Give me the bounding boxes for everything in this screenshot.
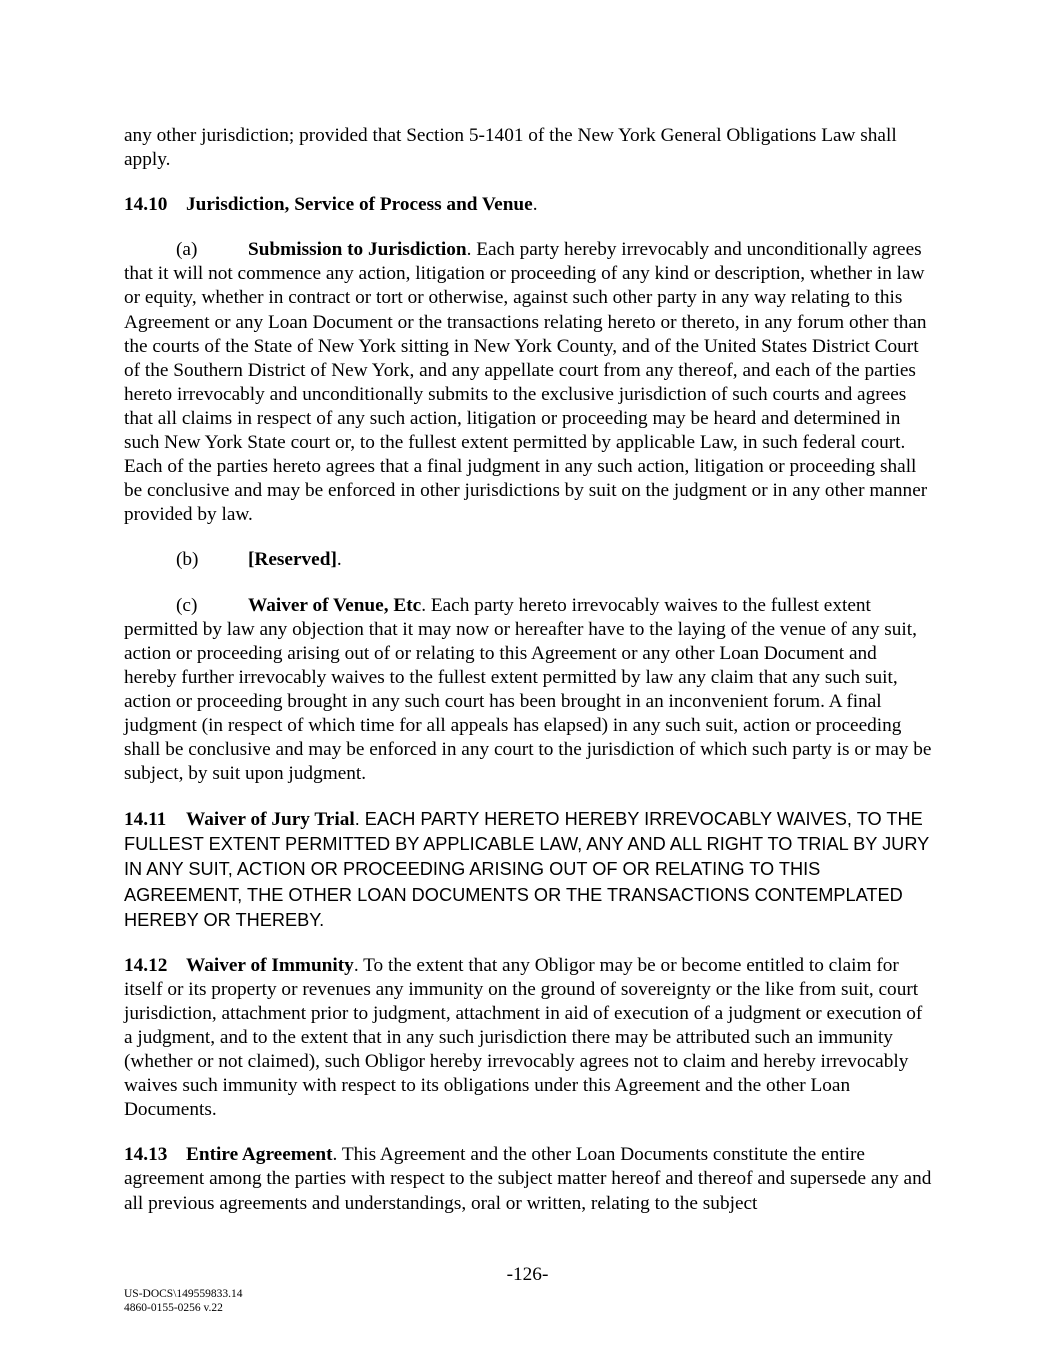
section-number: 14.10 — [124, 194, 168, 216]
section-14-10-heading: 14.10 Jurisdiction, Service of Process and Venue. — [124, 193, 932, 217]
section-number: 14.13 — [124, 1144, 168, 1166]
section-number: 14.12 — [124, 954, 168, 976]
subsection-text: . Each party hereto irrevocably waives to the fullest extent permitted by law any objection that it may now or hereafter have to the laying of the venue of any suit, action or proceeding arising out of or relating to this Agreement or any other Loan Document and hereby further irrevocably waives to the fullest extent permitted by law any claim that any such suit, action or proceeding brought in any such court has been brought in an inconvenient forum. A final judgment (in respect of which time for all appeals has elapsed) in any such suit, action or proceeding shall be conclusive and may be enforced in any court to the jurisdiction of which such party is or may be subject, by suit upon judgment. — [124, 594, 932, 785]
section-title: Waiver of Immunity — [186, 954, 354, 976]
subsection-label: (b) — [176, 549, 199, 571]
section-text: . EACH PARTY HERETO HEREBY IRREVOCABLY WAIVES, TO THE FULLEST EXTENT PERMITTED BY APPLICABLE LAW, ANY AND ALL RIGHT TO TRIAL BY JURY IN ANY SUIT, ACTION OR PROCEEDING ARISING OUT OF OR RELATING TO THIS AGREEMENT, THE OTHER LOAN DOCUMENTS OR THE TRANSACTIONS CONTEMPLATED HEREBY OR THEREBY. — [124, 809, 929, 930]
section-title: Entire Agreement — [186, 1144, 333, 1166]
document-body — [124, 124, 932, 1216]
section-title: Waiver of Jury Trial — [186, 809, 355, 831]
subsection-text: . — [336, 549, 342, 571]
subsection-text: . Each party hereby irrevocably and unconditionally agrees that it will not commence any action, litigation or proceeding of any kind or description, whether in law or equity, whether in contract or tort or otherwise, against such other party in any way relating to this Agreement or any Loan Document or the transactions relating hereto or thereto, in any forum other than the courts of the State of New York sitting in New York County, and of the United States District Court of the Southern District of New York, and any appellate court from any thereof, and each of the parties hereto irrevocably and unconditionally submits to the exclusive jurisdiction of such courts and agrees that all claims in respect of any such action, litigation or proceeding may be heard and determined in such New York State court or, to the fullest extent permitted by applicable Law, in such federal court. Each of the parties hereto agrees that a final judgment in any such action, litigation or proceeding shall be conclusive and may be enforced in other jurisdictions by suit on the judgment or in any other manner provided by law. — [124, 239, 928, 526]
section-title: Jurisdiction, Service of Process and Venue — [186, 194, 533, 216]
subsection-c — [124, 594, 932, 787]
subsection-b — [124, 548, 932, 572]
section-number: 14.11 — [124, 809, 167, 831]
subsection-label: (a) — [176, 239, 198, 261]
page-number: -126- — [506, 1264, 549, 1285]
subsection-label: (c) — [176, 594, 198, 616]
subsection-title: Waiver of Venue, Etc — [248, 594, 422, 616]
section-14-11 — [124, 807, 932, 932]
section-14-12 — [124, 954, 932, 1123]
continuation-paragraph: any other jurisdiction; provided that Section 5-1401 of the New York General Obligations Law shall apply. — [124, 125, 897, 171]
subsection-a — [124, 238, 932, 527]
section-14-13 — [124, 1143, 932, 1215]
section-text: . This Agreement and the other Loan Documents constitute the entire agreement among the parties with respect to the subject matter hereof and thereof and supersede any and all previous agreements and understandings, oral or written, relating to the subject — [124, 1144, 932, 1214]
footer-doc-id: US-DOCS\149559833.14 — [124, 1288, 243, 1300]
subsection-title: Submission to Jurisdiction — [248, 239, 467, 261]
footer — [124, 1287, 243, 1315]
subsection-title: [Reserved] — [248, 549, 337, 571]
section-text: . To the extent that any Obligor may be or become entitled to claim for itself or its property or revenues any immunity on the ground of sovereignty or the like from suit, court jurisdiction, attachment prior to judgment, attachment in aid of execution of a judgment or execution of a judgment, and to the extent that in any such jurisdiction there may be attributed such an immunity (whether or not claimed), such Obligor hereby irrevocably agrees not to claim and hereby irrevocably waives such immunity with respect to its obligations under this Agreement and the other Loan Documents. — [124, 954, 923, 1121]
footer-version: 4860-0155-0256 v.22 — [124, 1302, 223, 1314]
